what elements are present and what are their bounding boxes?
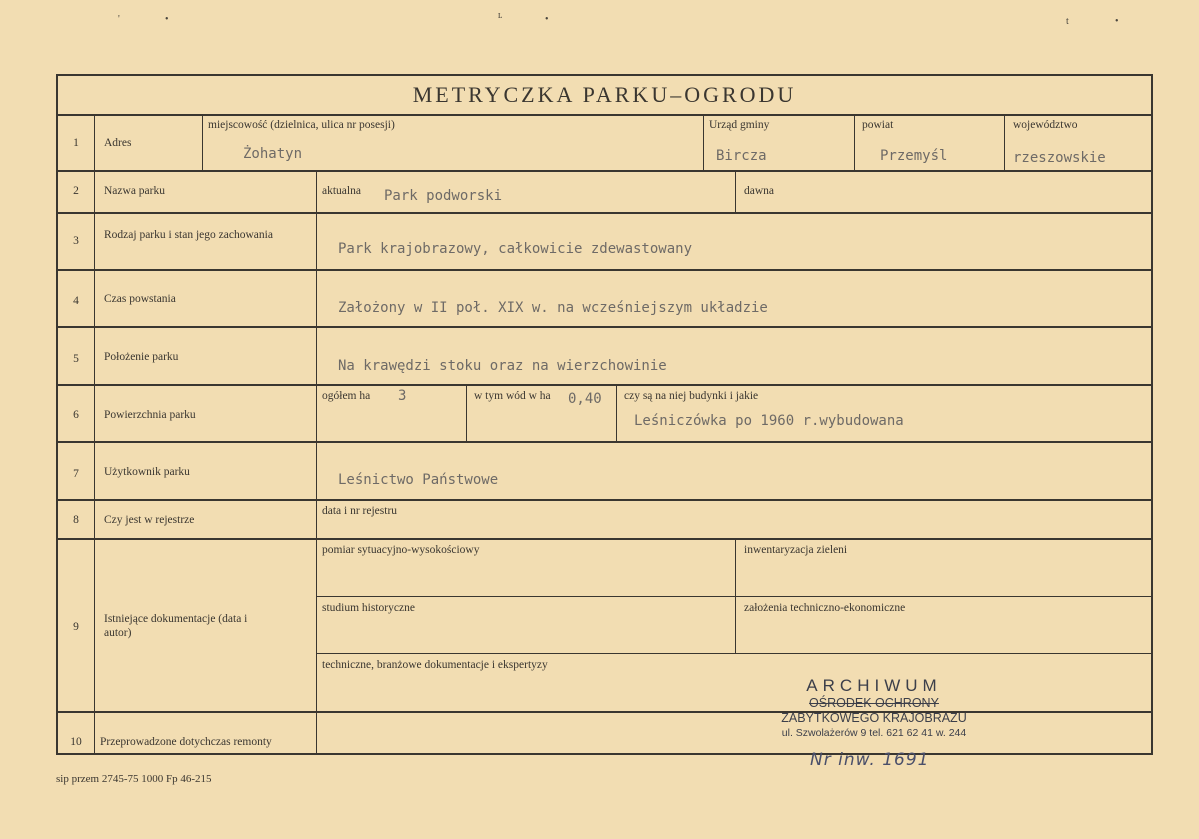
powiat-value: Przemyśl: [880, 148, 948, 164]
creation-time-value: Założony w II poł. XIX w. na wcześniejszym układzie: [338, 300, 768, 316]
label-column-line: [316, 170, 317, 755]
row-number: 7: [73, 468, 79, 480]
row-divider: [58, 114, 1151, 116]
park-type-label: Rodzaj parku i stan jego zachowania: [104, 229, 273, 241]
voivodeship-value: rzeszowskie: [1013, 150, 1106, 166]
total-area-label: ogółem ha: [322, 390, 371, 402]
voivodeship-label: województwo: [1013, 119, 1078, 131]
edge-mark: ʟ: [498, 10, 503, 21]
edge-mark: t: [1066, 16, 1069, 27]
park-name-label: Nazwa parku: [104, 185, 165, 197]
powiat-label: powiat: [862, 119, 894, 131]
row1-column-line: [703, 114, 704, 170]
locality-value: Żohatyn: [243, 146, 303, 162]
register-label: Czy jest w rejestrze: [104, 514, 195, 526]
water-area-value: 0,40: [568, 391, 602, 407]
row2-column-line: [735, 170, 736, 212]
row-divider: [58, 269, 1151, 271]
row1-column-line: [854, 114, 855, 170]
user-value: Leśnictwo Państwowe: [338, 472, 499, 488]
expert-docs-label: techniczne, branżowe dokumentacje i ekspertyzy: [322, 659, 548, 671]
total-area-value: 3: [398, 388, 407, 404]
former-name-label: dawna: [744, 185, 775, 197]
register-date-label: data i nr rejestru: [322, 505, 398, 517]
repairs-label: Przeprowadzone dotychczas remonty: [100, 736, 272, 748]
row-number: 3: [73, 235, 79, 247]
gmina-label: Urząd gminy: [709, 119, 770, 131]
location-label: Położenie parku: [104, 351, 179, 363]
archive-stamp: [722, 676, 1026, 740]
row-number: 2: [73, 185, 79, 197]
row9-divider: [316, 653, 1151, 654]
stamp-line: ul. Szwolażerów 9 tel. 621 62 41 w. 244: [781, 727, 967, 739]
row-divider: [58, 384, 1151, 386]
row-divider: [58, 170, 1151, 172]
row-divider: [58, 538, 1151, 540]
location-value: Na krawędzi stoku oraz na wierzchowinie: [338, 358, 667, 374]
historical-study-label: studium historyczne: [322, 602, 415, 614]
row-number: 6: [73, 409, 79, 421]
row9-column-line: [735, 538, 736, 653]
row-divider: [58, 499, 1151, 501]
survey-label: pomiar sytuacyjno-wysokościowy: [322, 544, 480, 556]
documentation-label: Istniejące dokumentacje (data i autor): [104, 613, 248, 639]
row9-divider: [316, 596, 1151, 597]
user-label: Użytkownik parku: [104, 466, 190, 478]
num-column-line: [94, 114, 95, 755]
row6-column-line: [466, 384, 467, 441]
row-number: 5: [73, 353, 79, 365]
park-type-value: Park krajobrazowy, całkowicie zdewastowany: [338, 241, 693, 257]
inventory-number-handwritten: Nr inw. 1691: [810, 750, 930, 770]
row-number: 1: [73, 137, 79, 149]
creation-time-label: Czas powstania: [104, 293, 176, 305]
water-area-label: w tym wód w ha: [474, 390, 551, 402]
buildings-value: Leśniczówka po 1960 r.wybudowana: [634, 413, 904, 429]
stamp-line: ARCHIWUM: [806, 676, 942, 695]
park-record-form: [56, 74, 1153, 755]
row-number: 4: [73, 295, 79, 307]
print-footer: sip przem 2745-75 1000 Fp 46-215: [56, 773, 212, 785]
edge-mark: ': [118, 14, 120, 25]
stamp-line: OŚRODEK OCHRONY: [809, 696, 939, 710]
row-number: 8: [73, 514, 79, 526]
edge-mark: •: [165, 14, 169, 25]
current-name-value: Park podworski: [384, 188, 503, 204]
row-number: 10: [70, 736, 82, 748]
row6-column-line: [616, 384, 617, 441]
stamp-line: ZABYTKOWEGO KRAJOBRAZU: [781, 711, 967, 725]
area-label: Powierzchnia parku: [104, 409, 196, 421]
address-label: Adres: [104, 137, 132, 149]
technical-assumptions-label: założenia techniczno-ekonomiczne: [744, 602, 906, 614]
form-title: METRYCZKA PARKU–OGRODU: [412, 82, 797, 107]
row-number: 9: [73, 621, 79, 633]
row-divider: [58, 212, 1151, 214]
buildings-label: czy są na niej budynki i jakie: [624, 390, 759, 402]
greenery-inventory-label: inwentaryzacja zieleni: [744, 544, 848, 556]
edge-mark: •: [545, 14, 549, 25]
edge-mark: •: [1115, 16, 1119, 27]
current-name-label: aktualna: [322, 185, 361, 197]
row1-column-line: [1004, 114, 1005, 170]
row1-column-line: [202, 114, 203, 170]
locality-label: miejscowość (dzielnica, ulica nr posesji): [208, 119, 395, 131]
row-divider: [58, 441, 1151, 443]
row-divider: [58, 326, 1151, 328]
gmina-value: Bircza: [716, 148, 767, 164]
